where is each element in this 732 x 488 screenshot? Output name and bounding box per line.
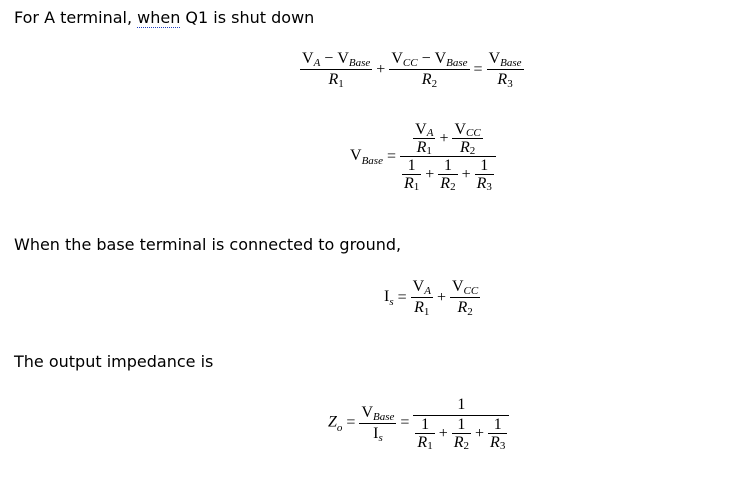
symbol: V	[434, 50, 447, 67]
operator: +	[438, 424, 448, 442]
fraction	[400, 122, 496, 191]
symbol: V	[391, 50, 403, 67]
fraction	[450, 278, 480, 317]
symbol: R	[476, 175, 487, 192]
subscript: 1	[427, 440, 433, 452]
symbol: V	[488, 50, 501, 67]
fraction	[488, 417, 507, 450]
subscript: 2	[450, 181, 456, 193]
equation-zo	[328, 396, 509, 450]
subscript: s	[389, 296, 394, 309]
symbol: R	[497, 71, 508, 88]
subscript: o	[336, 421, 343, 434]
operator: =	[400, 414, 410, 431]
subscript: 1	[413, 181, 420, 193]
operator: =	[386, 147, 396, 165]
subscript: 3	[507, 78, 513, 90]
subscript: A	[313, 57, 321, 69]
numeral: 1	[443, 157, 452, 174]
symbol: V	[451, 278, 464, 295]
symbol: R	[328, 71, 339, 88]
symbol: R	[440, 175, 451, 192]
subscript: 2	[431, 78, 438, 90]
symbol: I	[384, 288, 390, 306]
equation-node-balance	[300, 50, 524, 89]
subscript: 3	[499, 440, 506, 452]
subscript: 1	[426, 145, 432, 157]
operator: +	[439, 129, 449, 147]
subscript: 2	[469, 145, 476, 157]
subscript: Base	[500, 57, 522, 69]
subscript: Base	[446, 57, 468, 69]
operator: =	[397, 288, 407, 306]
fraction	[300, 50, 372, 89]
equation-is	[384, 278, 480, 317]
subscript: Base	[361, 155, 383, 168]
symbol: V	[412, 278, 425, 295]
operator: +	[425, 165, 435, 183]
symbol: R	[403, 175, 414, 192]
subscript: CC	[402, 57, 418, 69]
symbol: R	[453, 434, 464, 451]
symbol: R	[417, 434, 428, 451]
symbol: R	[457, 299, 468, 316]
fraction	[359, 404, 396, 443]
symbol: R	[416, 139, 427, 156]
numeral: 1	[407, 157, 416, 174]
subscript: 2	[463, 440, 470, 452]
numeral: 1	[493, 416, 502, 433]
fraction	[389, 50, 469, 89]
fraction	[452, 417, 471, 450]
subscript: 2	[467, 306, 473, 318]
symbol: V	[361, 403, 373, 421]
operator: +	[436, 288, 446, 306]
operator: =	[346, 414, 356, 431]
fraction	[402, 158, 421, 191]
operator: −	[421, 50, 431, 67]
numeral: 1	[457, 396, 466, 413]
symbol: R	[490, 434, 500, 451]
operator: +	[475, 424, 485, 442]
symbol: V	[302, 50, 314, 67]
operator: +	[376, 60, 386, 78]
fraction	[475, 158, 494, 191]
subscript: A	[426, 127, 434, 139]
fraction	[413, 122, 435, 155]
fraction	[438, 158, 457, 191]
numeral: 1	[457, 416, 466, 433]
numeral: 1	[480, 157, 489, 174]
numeral: 1	[421, 416, 430, 433]
fraction	[411, 278, 433, 317]
symbol: I	[373, 424, 379, 442]
subscript: 3	[486, 181, 492, 193]
subscript: CC	[466, 127, 481, 139]
fraction	[487, 50, 524, 89]
equation-vbase	[350, 122, 496, 191]
subscript: Base	[373, 410, 395, 423]
subscript: 1	[338, 78, 344, 90]
fraction	[415, 417, 434, 450]
fraction	[452, 122, 482, 155]
symbol: V	[350, 147, 362, 165]
symbol: R	[421, 71, 432, 88]
symbol: Z	[328, 413, 337, 431]
fraction	[413, 396, 509, 450]
operator: =	[473, 60, 483, 78]
paragraph-output-impedance: The output impedance is	[14, 352, 214, 371]
paragraph-text: Q1 is shut down	[180, 8, 315, 27]
operator: −	[324, 50, 334, 67]
paragraph-base-grounded: When the base terminal is connected to ground,	[14, 235, 402, 254]
symbol: V	[337, 50, 349, 67]
symbol: V	[415, 121, 427, 138]
subscript: CC	[463, 285, 479, 297]
operator: +	[461, 165, 471, 183]
subscript: s	[378, 431, 383, 444]
subscript: Base	[348, 57, 371, 69]
grammar-flagged-word: when	[137, 8, 181, 27]
subscript: A	[424, 285, 431, 297]
paragraph-q1-shutdown	[14, 8, 314, 28]
symbol: R	[459, 139, 470, 156]
subscript: 1	[423, 306, 430, 318]
symbol: R	[414, 299, 424, 316]
symbol: V	[454, 121, 467, 138]
paragraph-text: For A terminal,	[14, 8, 138, 27]
